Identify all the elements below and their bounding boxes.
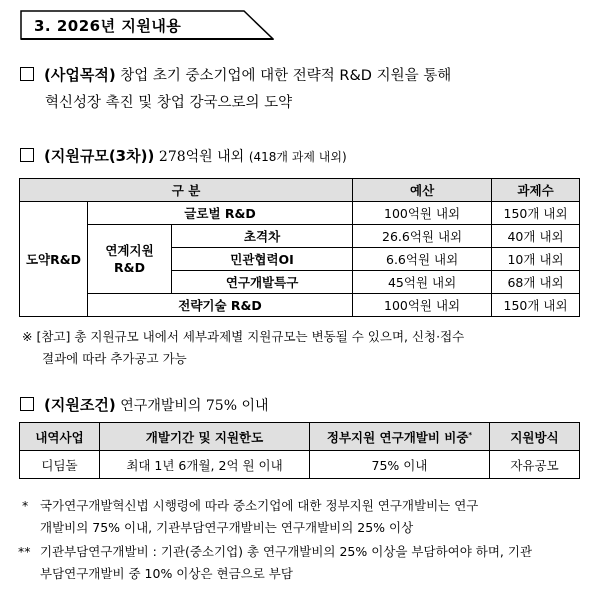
table-row <box>20 294 580 317</box>
table-header: 내역사업 <box>20 423 100 451</box>
scale-amount: 278억원 내외 <box>158 149 245 165</box>
group-cell: 도약R&D <box>20 202 88 317</box>
condition-text: 연구개발비의 75% 이내 <box>120 398 269 414</box>
table-header-row <box>20 423 580 451</box>
row-budget: 100억원 내외 <box>353 294 492 317</box>
table-header-row <box>20 179 580 202</box>
footnote-mark: ** <box>18 544 31 559</box>
purpose-head: (사업목적) <box>44 66 116 84</box>
table-cell: 75% 이내 <box>310 451 490 479</box>
scale-sub: (418개 과제 내외) <box>248 150 347 164</box>
note-line1: [참고] 총 지원규모 내에서 세부과제별 지원규모는 변동될 수 있으며, 신청·접수 <box>36 329 465 344</box>
table-header: 구 분 <box>20 179 353 202</box>
table-header: 과제수 <box>492 179 580 202</box>
row-name: 초격차 <box>172 225 353 248</box>
row-budget: 45억원 내외 <box>353 271 492 294</box>
row-count: 150개 내외 <box>492 202 580 225</box>
table-row <box>20 225 580 248</box>
row-count: 40개 내외 <box>492 225 580 248</box>
row-budget: 26.6억원 내외 <box>353 225 492 248</box>
section-title <box>20 10 274 40</box>
checkbox-square-icon <box>20 148 34 162</box>
purpose-line1: 창업 초기 중소기업에 대한 전략적 R&D 지원을 통해 <box>120 68 452 84</box>
checkbox-square-icon <box>20 397 34 411</box>
budget-table <box>19 178 580 317</box>
table-row <box>20 202 580 225</box>
row-name: 전략기술 R&D <box>88 294 353 317</box>
footnote-line1: 기관부담연구개발비 : 기관(중소기업) 총 연구개발비의 25% 이상을 부담하여야 하며, 기관 <box>39 544 533 559</box>
table-cell: 최대 1년 6개월, 2억 원 이내 <box>100 451 310 479</box>
footnote-line2: 부담연구개발비 중 10% 이상은 현금으로 부담 <box>40 566 293 581</box>
purpose-line2: 혁신성장 촉진 및 창업 강국으로의 도약 <box>45 95 293 111</box>
table-header: 정부지원 연구개발비 비중* <box>310 423 490 451</box>
footnote-line2: 개발비의 75% 이내, 기관부담연구개발비는 연구개발비의 25% 이상 <box>40 520 414 535</box>
note-mark: ※ <box>22 329 33 344</box>
table-row <box>20 451 580 479</box>
row-count: 150개 내외 <box>492 294 580 317</box>
checkbox-square-icon <box>20 67 34 81</box>
scale-paragraph <box>20 143 347 171</box>
row-count: 68개 내외 <box>492 271 580 294</box>
row-budget: 100억원 내외 <box>353 202 492 225</box>
condition-paragraph <box>20 392 269 420</box>
footnote-2 <box>18 541 584 585</box>
row-name: 연구개발특구 <box>172 271 353 294</box>
table-cell: 디딤돌 <box>20 451 100 479</box>
scale-head: (지원규모(3차)) <box>44 147 155 165</box>
section-heading: 2026년 지원내용 <box>56 17 182 35</box>
row-name: 글로벌 R&D <box>88 202 353 225</box>
footnote-mark: * <box>22 498 29 513</box>
footnote-line1: 국가연구개발혁신법 시행령에 따라 중소기업에 대한 정부지원 연구개발비는 연구 <box>39 498 479 513</box>
section-number: 3. <box>34 17 52 35</box>
reference-note <box>22 326 464 370</box>
condition-head: (지원조건) <box>44 396 116 414</box>
row-name: 민관협력OI <box>172 248 353 271</box>
row-budget: 6.6억원 내외 <box>353 248 492 271</box>
condition-table <box>19 422 580 479</box>
note-line2: 결과에 따라 추가공고 가능 <box>42 351 187 366</box>
subgroup-cell: 연계지원 R&D <box>88 225 172 294</box>
table-header: 예산 <box>353 179 492 202</box>
footnote-1 <box>22 495 582 539</box>
table-cell: 자유공모 <box>490 451 580 479</box>
table-header: 개발기간 및 지원한도 <box>100 423 310 451</box>
table-header: 지원방식 <box>490 423 580 451</box>
row-count: 10개 내외 <box>492 248 580 271</box>
footnote-mark: * <box>468 430 473 439</box>
purpose-paragraph <box>20 62 451 117</box>
